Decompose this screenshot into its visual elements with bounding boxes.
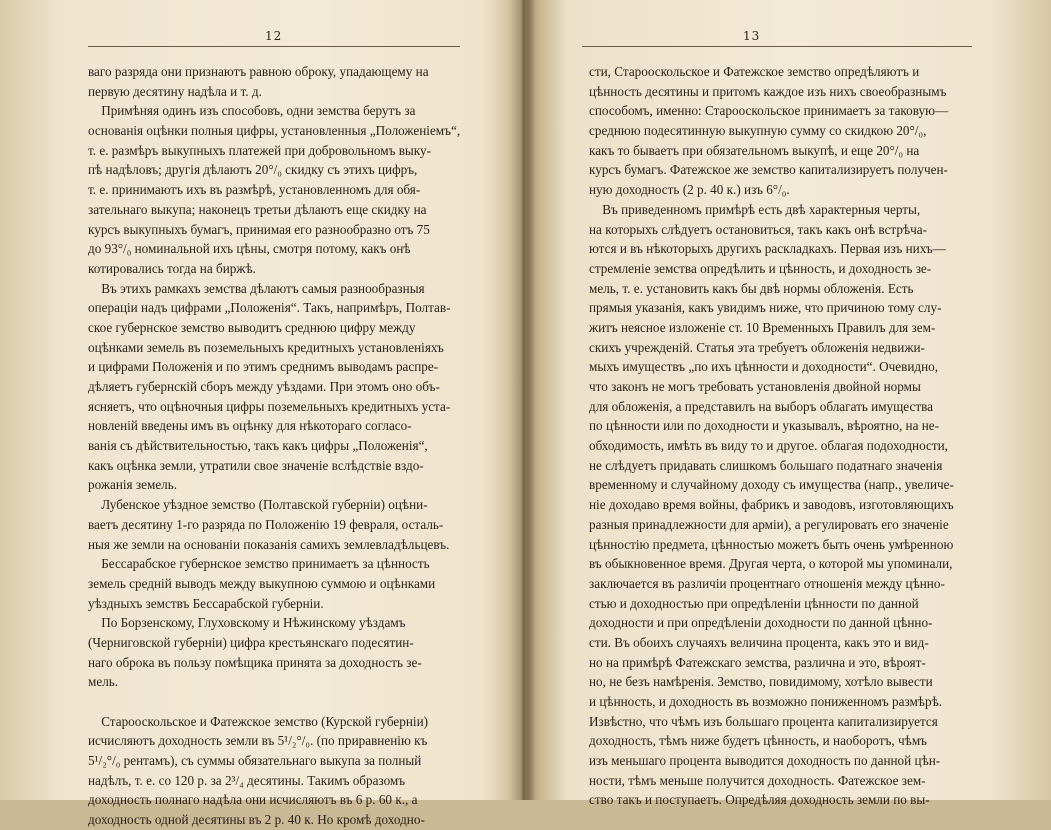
- page-body-text: [589, 62, 954, 810]
- text-line: мель, т. е. установить какъ бы двѣ нормы обложенія. Есть: [589, 280, 914, 296]
- text-line: Лубенское уѣздное земство (Полтавской губерніи) оцѣни-: [88, 497, 428, 513]
- text-line: заключается въ различіи процентнаго отношенія между цѣнно-: [589, 575, 945, 591]
- text-line: ваго разряда они признаютъ равною оброку, упадающему на: [88, 64, 429, 79]
- page-number: 13: [743, 29, 761, 43]
- text-line: среднюю подесятинную выкупную сумму со скидкою 20°/₀,: [589, 123, 927, 139]
- text-line: надѣлъ, т. е. со 120 р. за 2³/₄ десятины. Такимъ образомъ: [88, 772, 406, 788]
- text-line: обходимость, имѣть въ виду то и другое. облагая подоходности,: [589, 438, 948, 454]
- text-line: временному и случайному доходу съ имущества (напр., увеличе-: [589, 477, 954, 493]
- text-line: но на примѣрѣ Фатежскаго земства, различна и это, вѣроят-: [589, 654, 926, 670]
- text-line: Въ приведенномъ примѣрѣ есть двѣ характерныя черты,: [589, 201, 921, 217]
- text-line: оцѣнками земель въ поземельныхъ кредитныхъ установленіяхъ: [88, 339, 444, 355]
- text-line: и цѣнность, и доходность въ возможно пониженномъ размѣрѣ.: [589, 694, 943, 709]
- header-rule: [582, 46, 972, 47]
- text-line: ванія съ дѣйствительностью, такъ какъ цифры „Положенія“,: [88, 438, 428, 454]
- right-page: [524, 0, 1051, 808]
- text-line: способомъ, именно: Старооскольское принимаетъ за таковую—: [589, 103, 949, 119]
- text-line: уѣздныхъ земствъ Бессарабской губерніи.: [88, 595, 324, 611]
- text-line: стремленіе земства опредѣлить и цѣнность, и доходность зе-: [589, 260, 932, 276]
- text-line: сти. Въ обоихъ случаяхъ величина процента, какъ это и вид-: [589, 634, 929, 650]
- text-line: Бессарабское губернское земство принимаетъ за цѣнность: [88, 556, 430, 572]
- text-line: доходности и при опредѣленіи доходности по данной цѣнно-: [589, 615, 933, 631]
- text-line: что законъ не могъ требовать установленія двойной нормы: [589, 379, 921, 394]
- text-line: житъ неясное изложеніе ст. 10 Временныхъ Правилъ для зем-: [589, 319, 936, 335]
- text-line: и цифрами Положенія и по этимъ среднимъ выводамъ распре-: [88, 359, 439, 375]
- text-line: ніе доходаво время войны, фабрикъ и заводовъ, изготовляющихъ: [589, 497, 954, 513]
- text-line: доходность полнаго надѣла они исчисляютъ въ 6 р. 60 к., а: [88, 792, 418, 808]
- text-line: 5¹/₂°/₀ рентамъ), съ суммы обязательнаго выкупа за полный: [88, 753, 422, 769]
- text-line: для обложенія, а представилъ на выборъ облагать имущества: [589, 398, 934, 414]
- text-line: на которыхъ слѣдуетъ остановиться, такъ какъ онѣ встрѣча-: [589, 221, 927, 237]
- text-line: Примѣняя одинъ изъ способовъ, одни земства берутъ за: [88, 103, 416, 119]
- header-rule: [88, 46, 460, 47]
- page-body-text: [88, 62, 460, 830]
- text-line: сти, Старооскольское и Фатежское земство опредѣляютъ и: [589, 64, 920, 79]
- text-line: ваетъ десятину 1-го разряда по Положенію 19 февраля, осталь-: [88, 516, 444, 532]
- text-line: (Черниговской губерніи) цифра крестьянскаго подесятин-: [88, 634, 414, 650]
- text-line: Старооскольское и Фатежское земство (Курской губерніи): [88, 713, 429, 729]
- text-line: исчисляютъ доходность земли въ 5¹/₂°/₀. (по приравненію къ: [88, 733, 428, 749]
- text-line: по цѣнности или по доходности и указывалъ, вѣроятно, на не-: [589, 418, 940, 434]
- text-line: не слѣдуетъ придавать слишкомъ большаго податнаго значенія: [589, 457, 943, 473]
- text-line: котировались тогда на биржѣ.: [88, 260, 256, 276]
- text-line: ности, тѣмъ меньше получится доходность. Фатежское зем-: [589, 772, 926, 788]
- text-line: земель средній выводъ между выкупною суммою и оцѣнками: [88, 575, 436, 591]
- text-line: скихъ учрежденій. Статья эта требуетъ обложенія недвижи-: [589, 339, 925, 355]
- text-line: основанія оцѣнки полныя цифры, установленныя „Положеніемъ“,: [88, 123, 461, 139]
- text-line: т. е. принимаютъ ихъ въ размѣрѣ, установленномъ для обя-: [88, 182, 421, 198]
- text-line: новленій введены имъ въ оцѣнку для нѣкотораго согласо-: [88, 418, 412, 434]
- text-line: [88, 692, 460, 712]
- text-line: доходность, тѣмъ ниже будетъ цѣнность, и наоборотъ, чѣмъ: [589, 733, 927, 749]
- text-line: разныя принадлежности для арміи), а регулировать его значеніе: [589, 516, 949, 532]
- text-line: По Борзенскому, Глуховскому и Нѣжинскому уѣздамъ: [88, 615, 406, 631]
- text-line: изъ меньшаго процента выводится доходность по данной цѣн-: [589, 753, 941, 769]
- text-line: ются и въ нѣкоторыхъ другихъ раскладкахъ. Первая изъ нихъ—: [589, 241, 946, 257]
- text-line: цѣнность десятины и притомъ каждое изъ нихъ своеобразнымъ: [589, 83, 947, 99]
- text-line: первую десятину надѣла и т. д.: [88, 83, 262, 99]
- text-line: ясняетъ, что оцѣночныя цифры поземельныхъ кредитныхъ уста-: [88, 398, 451, 414]
- text-line: мыхъ имуществъ „по ихъ цѣнности и доходности“. Очевидно,: [589, 359, 939, 375]
- text-line: ныя же земли на основаніи показанія самихъ землевладѣльцевъ.: [88, 536, 450, 552]
- text-line: стью и доходностью при опредѣленіи цѣнности по данной: [589, 595, 919, 611]
- text-line: дѣляетъ губернскій сборъ между уѣздами. При этомъ оно объ-: [88, 379, 440, 394]
- text-line: цѣнностію предмета, цѣнностью можетъ быть очень умѣренною: [589, 536, 954, 552]
- text-line: ную доходность (2 р. 40 к.) изъ 6°/₀.: [589, 182, 790, 198]
- page-number: 12: [265, 29, 283, 43]
- text-line: курсъ выкупныхъ бумагъ, принимая его разнообразно отъ 75: [88, 221, 430, 237]
- text-line: какъ то бываетъ при обязательномъ выкупѣ, и еще 20°/₀ на: [589, 142, 920, 158]
- text-line: курсъ бумагъ. Фатежское же земство капитализируетъ получен-: [589, 162, 948, 178]
- text-line: какъ оцѣнка земли, утратили свое значеніе вслѣдствіе вздо-: [88, 457, 424, 473]
- text-line: наго оброка въ пользу помѣщика принята за доходность зе-: [88, 654, 422, 670]
- text-line: ство такъ и поступаетъ. Опредѣляя доходность земли по вы-: [589, 792, 930, 808]
- text-line: операціи надъ цифрами „Положенія“. Такъ, напримѣръ, Полтав-: [88, 300, 451, 316]
- left-page: [0, 0, 520, 828]
- text-line: пѣ надѣловъ; другія дѣлаютъ 20°/₀ скидку съ этихъ цифръ,: [88, 162, 418, 178]
- text-line: прямыя указанія, какъ увидимъ ниже, что причиною тому слу-: [589, 300, 942, 316]
- text-line: т. е. размѣръ выкупныхъ платежей при добровольномъ выку-: [88, 142, 432, 158]
- text-line: до 93°/₀ номинальной ихъ цѣны, смотря потому, какъ онѣ: [88, 241, 411, 257]
- text-line: Въ этихъ рамкахъ земства дѣлаютъ самыя разнообразныя: [88, 280, 425, 296]
- text-line: зательнаго выкупа; наконецъ третьи дѣлаютъ еще скидку на: [88, 201, 427, 217]
- text-line: доходность одной десятины въ 2 р. 40 к. Но кромѣ доходно-: [88, 812, 425, 828]
- text-line: рожанія земель.: [88, 477, 178, 493]
- text-line: но, не безъ намѣренія. Земство, повидимому, хотѣло вывести: [589, 674, 933, 690]
- text-line: Извѣстно, что чѣмъ изъ большаго процента капитализируется: [589, 713, 938, 729]
- text-line: въ обыкновенное время. Другая черта, о которой мы упоминали,: [589, 556, 953, 572]
- text-line: мель.: [88, 674, 119, 690]
- text-line: ское губернское земство выводитъ среднюю цифру между: [88, 319, 416, 335]
